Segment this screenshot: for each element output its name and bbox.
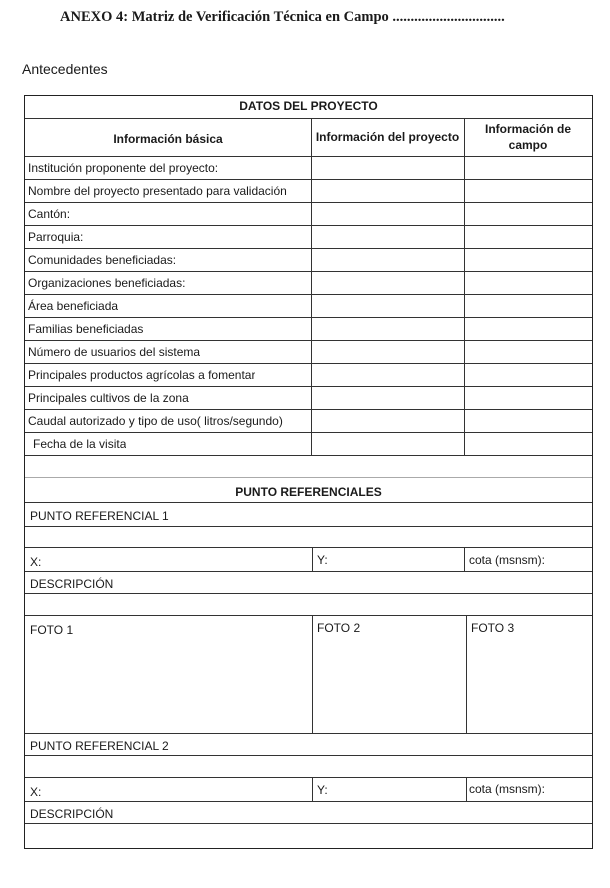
column-divider: [466, 777, 467, 801]
datos-row-label: Principales cultivos de la zona: [28, 391, 189, 405]
divider: [25, 801, 592, 802]
divider: [25, 156, 592, 157]
divider: [25, 733, 592, 734]
cota-label-1: cota (msnsm):: [469, 553, 546, 567]
descripcion-label-2: DESCRIPCIÓN: [30, 807, 114, 821]
punto-referencial-1-label: PUNTO REFERENCIAL 1: [30, 509, 169, 523]
row-divider: [25, 455, 592, 456]
divider: [25, 477, 592, 478]
row-divider: [25, 294, 592, 295]
row-divider: [25, 432, 592, 433]
row-divider: [25, 202, 592, 203]
coord-x-label-2: X:: [30, 785, 42, 799]
datos-row-label: Institución proponente del proyecto:: [28, 161, 219, 175]
divider: [25, 118, 592, 119]
datos-row-label: Nombre del proyecto presentado para validación: [28, 184, 287, 198]
coord-y-label-1: Y:: [317, 553, 328, 567]
divider: [25, 547, 592, 548]
document-title: ANEXO 4: Matriz de Verificación Técnica en Campo ...............................: [60, 9, 505, 25]
verification-matrix-table: [24, 95, 593, 849]
row-divider: [25, 179, 592, 180]
column-divider: [466, 615, 467, 733]
datos-row-label: Comunidades beneficiadas:: [28, 253, 177, 267]
divider: [25, 615, 592, 616]
column-divider: [311, 118, 312, 455]
divider: [25, 571, 592, 572]
row-divider: [25, 225, 592, 226]
foto-1-label: FOTO 1: [30, 623, 74, 637]
puntos-referenciales-heading: PUNTO REFERENCIALES: [235, 485, 382, 499]
datos-row-label: Cantón:: [28, 207, 71, 221]
row-divider: [25, 409, 592, 410]
datos-row-label: Número de usuarios del sistema: [28, 345, 201, 359]
row-divider: [25, 363, 592, 364]
datos-row-label: Familias beneficiadas: [28, 322, 144, 336]
divider: [25, 755, 592, 756]
column-divider: [464, 118, 465, 455]
divider: [25, 502, 592, 503]
cota-label-2: cota (msnsm):: [469, 782, 546, 796]
divider: [25, 593, 592, 594]
column-header-informacion-campo: Información de campo: [484, 122, 571, 152]
row-divider: [25, 271, 592, 272]
divider: [25, 823, 592, 824]
coord-y-label-2: Y:: [317, 783, 328, 797]
row-divider: [25, 386, 592, 387]
datos-row-label: Fecha de la visita: [33, 437, 127, 451]
foto-2-label: FOTO 2: [317, 621, 361, 635]
divider: [25, 526, 592, 527]
column-divider: [464, 547, 465, 571]
column-header-informacion-basica: Información básica: [113, 132, 223, 146]
foto-3-label: FOTO 3: [471, 621, 515, 635]
row-divider: [25, 248, 592, 249]
column-divider: [312, 615, 313, 733]
row-divider: [25, 317, 592, 318]
coord-x-label-1: X:: [30, 555, 42, 569]
datos-row-label: Área beneficiada: [28, 299, 119, 313]
column-divider: [312, 777, 313, 801]
datos-proyecto-heading: DATOS DEL PROYECTO: [239, 99, 378, 113]
divider: [25, 777, 592, 778]
descripcion-label-1: DESCRIPCIÓN: [30, 577, 114, 591]
row-divider: [25, 340, 592, 341]
column-divider: [312, 547, 313, 571]
datos-row-label: Parroquia:: [28, 230, 84, 244]
punto-referencial-2-label: PUNTO REFERENCIAL 2: [30, 739, 169, 753]
section-heading-antecedentes: Antecedentes: [22, 61, 108, 77]
datos-row-label: Principales productos agrícolas a fomentar: [28, 368, 256, 382]
datos-row-label: Caudal autorizado y tipo de uso( litros/segundo): [28, 414, 283, 428]
datos-row-label: Organizaciones beneficiadas:: [28, 276, 186, 290]
column-header-informacion-proyecto: Información del proyecto: [315, 130, 460, 144]
